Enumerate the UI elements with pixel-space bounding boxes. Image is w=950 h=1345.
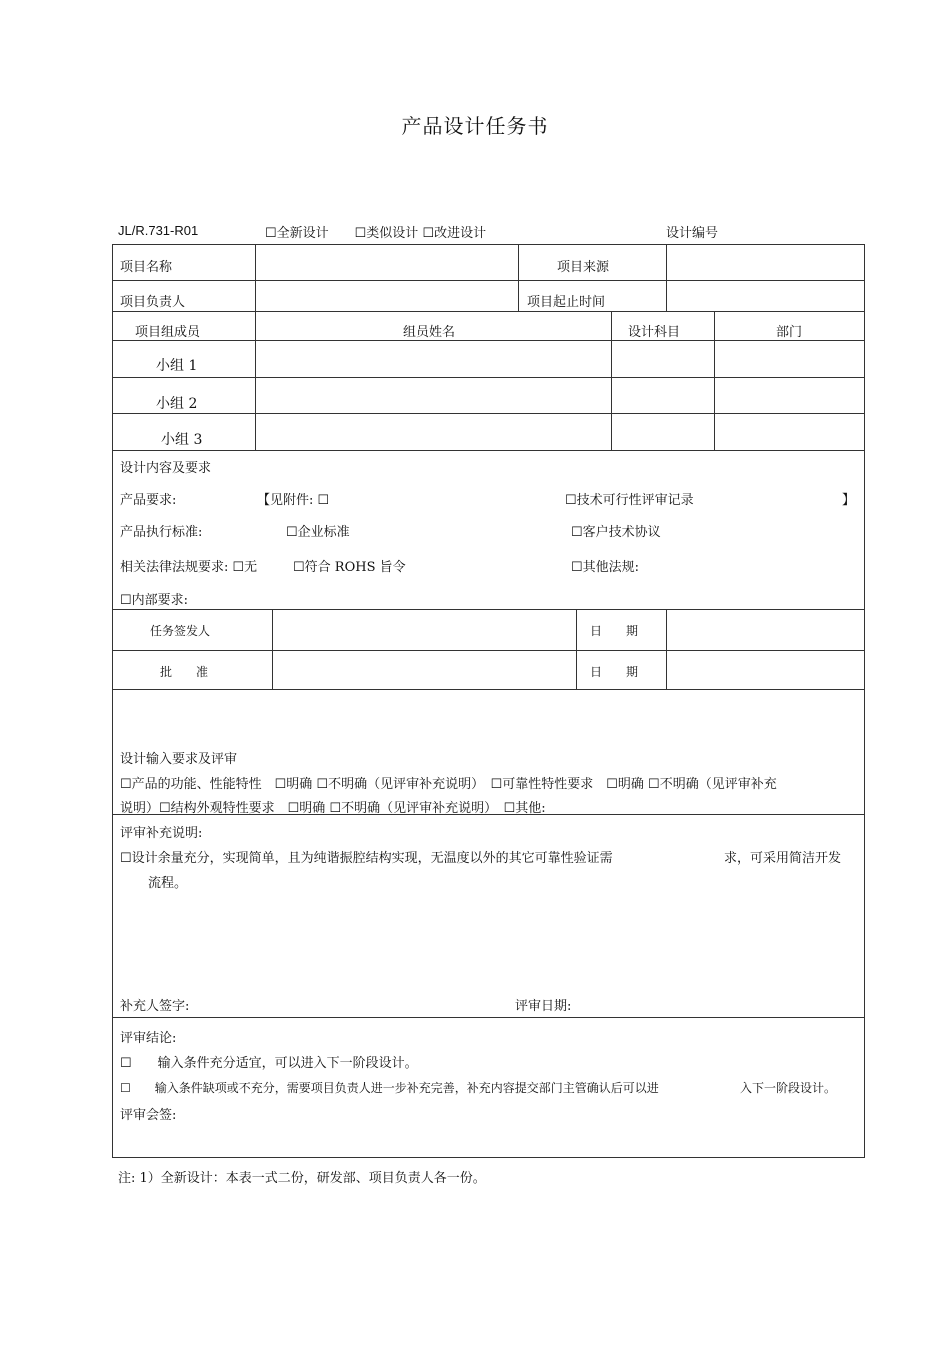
supplement-signer-label: 补充人签字: (120, 999, 190, 1014)
members-col-subject: 设计科目 (628, 325, 681, 340)
standard-label: 产品执行标准: (120, 525, 203, 540)
law-other-checkbox[interactable]: ☐其他法规: (571, 560, 640, 575)
group-1-label: 小组 1 (156, 358, 198, 374)
issuer-date-label: 日 期 (590, 624, 639, 638)
approve-label: 批 准 (160, 665, 209, 679)
input-review-line2[interactable]: 说明）☐结构外观特性要求 ☐明确 ☐不明确（见评审补充说明） ☐其他: (120, 801, 546, 816)
issuer-label: 任务签发人 (150, 624, 211, 638)
supplement-text-2: 流程。 (148, 876, 188, 891)
supplement-date-label: 评审日期: (515, 999, 572, 1014)
supplement-text-1b: 求，可采用简洁开发 (724, 851, 842, 866)
internal-req-checkbox[interactable]: ☐内部要求: (120, 593, 189, 608)
conclusion-heading: 评审结论: (120, 1031, 177, 1046)
product-req-close: 】 (842, 493, 856, 508)
supplement-text-1[interactable]: ☐设计余量充分，实现简单，且为纯谐振腔结构实现，无温度以外的其它可靠性验证需 (120, 851, 613, 866)
conclusion-option-2[interactable]: ☐ 输入条件缺项或不充分，需要项目负责人进一步补充完善，补充内容提交部门主管确认后可以进 (120, 1081, 659, 1095)
project-period-label: 项目起止时间 (527, 295, 606, 310)
group-2-label: 小组 2 (156, 396, 198, 412)
countersign-label: 评审会签: (120, 1108, 177, 1123)
product-req-attach-checkbox[interactable]: 【见附件: ☐ (257, 493, 330, 508)
group-3-label: 小组 3 (161, 432, 203, 448)
supplement-heading: 评审补充说明: (120, 826, 203, 841)
members-col-group: 项目组成员 (135, 325, 201, 340)
product-req-tech-checkbox[interactable]: ☐技术可行性评审记录 (565, 493, 694, 508)
footnote: 注: 1）全新设计：本表一式二份，研发部、项目负责人各一份。 (118, 1171, 486, 1186)
project-name-label: 项目名称 (120, 260, 173, 275)
project-lead-label: 项目负责人 (120, 295, 186, 310)
content-heading: 设计内容及要求 (120, 461, 212, 476)
standard-customer-checkbox[interactable]: ☐客户技术协议 (571, 525, 661, 540)
product-req-label: 产品要求: (120, 493, 177, 508)
page-title: 产品设计任务书 (401, 114, 549, 138)
design-type-options[interactable]: ☐全新设计 ☐类似设计 ☐改进设计 (265, 226, 487, 241)
members-col-names: 组员姓名 (403, 325, 456, 340)
law-none-checkbox[interactable]: 相关法律法规要求: ☐无 (120, 560, 258, 575)
law-rohs-checkbox[interactable]: ☐符合 ROHS 旨令 (293, 560, 406, 575)
input-review-line1[interactable]: ☐产品的功能、性能特性 ☐明确 ☐不明确（见评审补充说明） ☐可靠性特性要求 ☐明确 ☐不明确（见评审补充 (120, 777, 777, 792)
members-col-dept: 部门 (776, 325, 803, 340)
approve-date-label: 日 期 (590, 665, 639, 679)
conclusion-option-2b: 入下一阶段设计。 (740, 1081, 837, 1095)
conclusion-option-1[interactable]: ☐ 输入条件充分适宜，可以进入下一阶段设计。 (120, 1056, 418, 1071)
standard-enterprise-checkbox[interactable]: ☐企业标准 (286, 525, 350, 540)
doc-code: JL/R.731-R01 (118, 223, 199, 238)
project-source-label: 项目来源 (557, 260, 610, 275)
design-no-label: 设计编号 (666, 226, 719, 241)
input-review-heading: 设计输入要求及评审 (120, 752, 238, 767)
